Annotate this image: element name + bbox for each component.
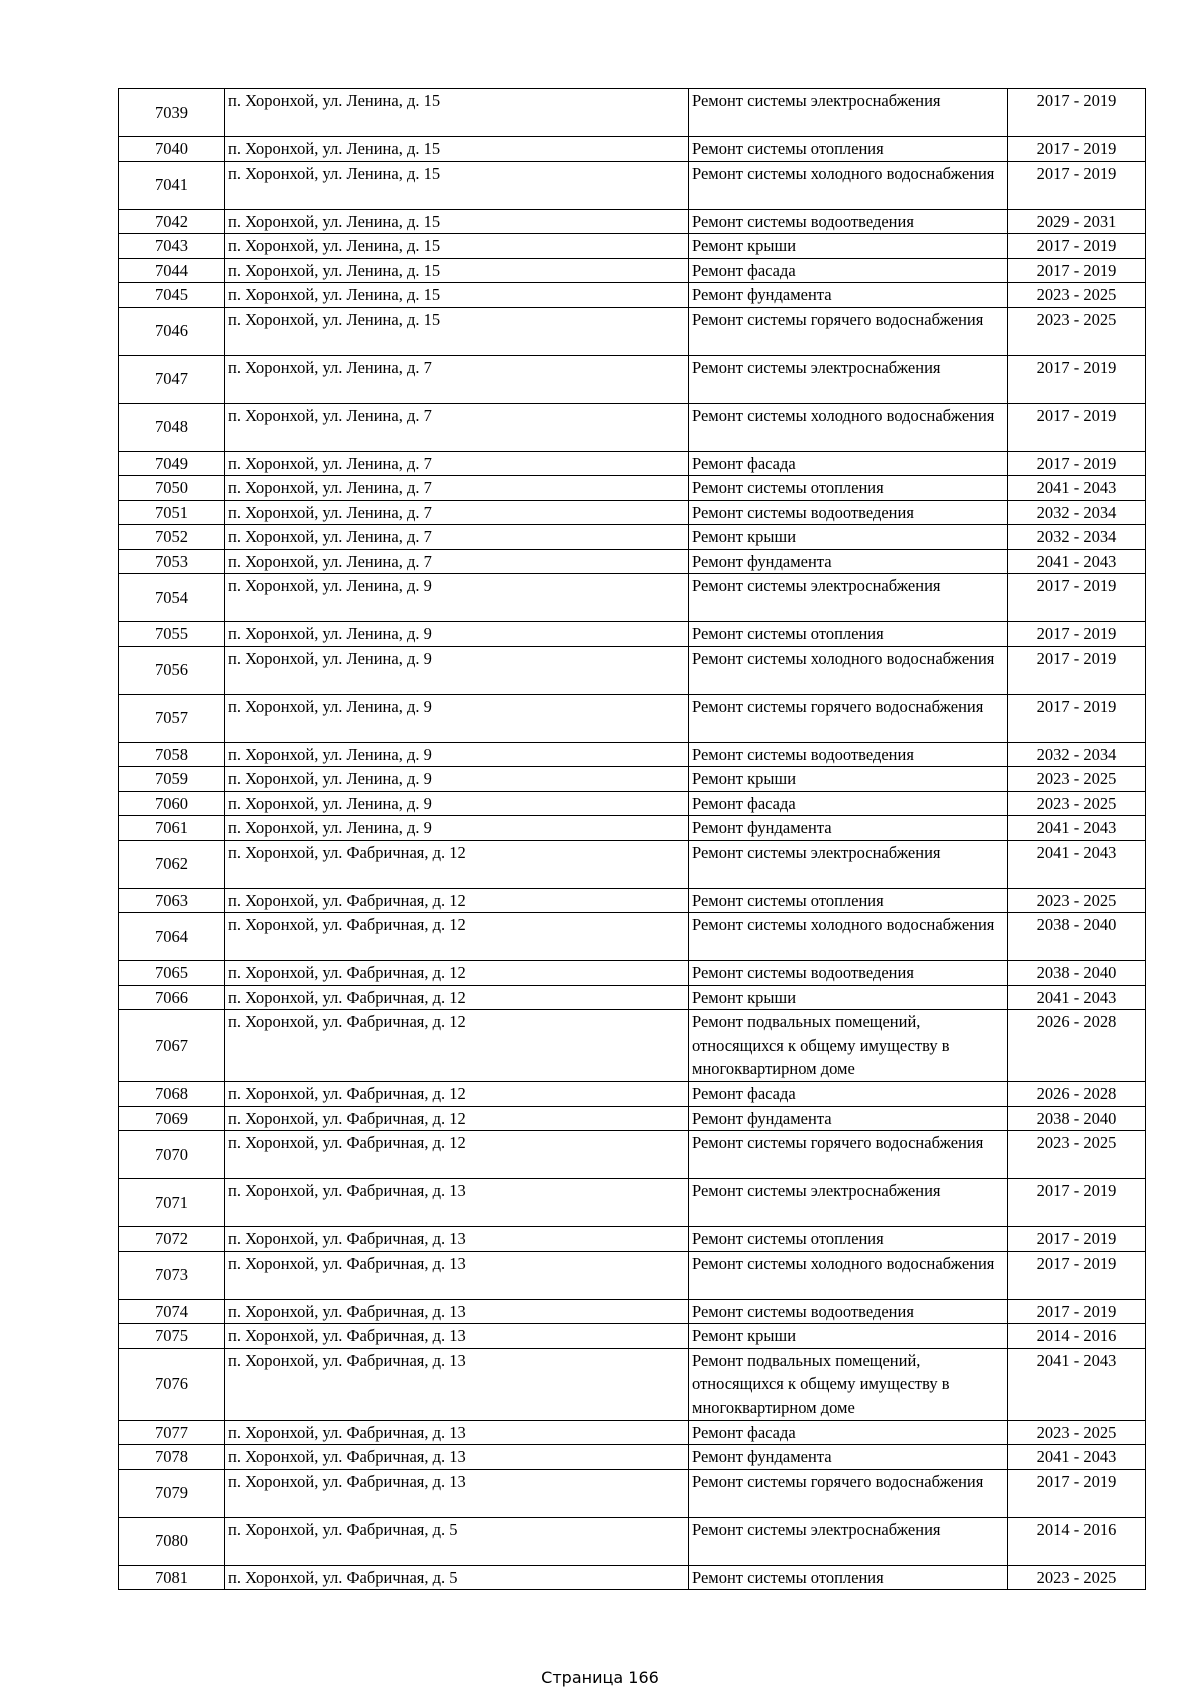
period-cell: 2023 - 2025 <box>1008 791 1146 816</box>
work-type-cell: Ремонт системы холодного водоснабжения <box>689 646 1008 694</box>
address-cell: п. Хоронхой, ул. Ленина, д. 9 <box>225 816 689 841</box>
table-row <box>119 355 1146 403</box>
table-row <box>119 283 1146 308</box>
period-cell: 2032 - 2034 <box>1008 742 1146 767</box>
work-type-cell: Ремонт фасада <box>689 451 1008 476</box>
table-row <box>119 209 1146 234</box>
work-type-cell: Ремонт подвальных помещений, относящихся к общему имуществу в многоквартирном доме <box>689 1348 1008 1420</box>
work-type-cell: Ремонт системы отопления <box>689 137 1008 162</box>
work-type-cell: Ремонт подвальных помещений, относящихся к общему имуществу в многоквартирном доме <box>689 1010 1008 1082</box>
row-number-cell: 7081 <box>119 1565 225 1590</box>
period-cell: 2017 - 2019 <box>1008 1299 1146 1324</box>
address-cell: п. Хоронхой, ул. Ленина, д. 15 <box>225 258 689 283</box>
period-cell: 2017 - 2019 <box>1008 1469 1146 1517</box>
period-cell: 2017 - 2019 <box>1008 161 1146 209</box>
table-row <box>119 646 1146 694</box>
address-cell: п. Хоронхой, ул. Фабричная, д. 12 <box>225 985 689 1010</box>
row-number-cell: 7072 <box>119 1227 225 1252</box>
period-cell: 2017 - 2019 <box>1008 258 1146 283</box>
address-cell: п. Хоронхой, ул. Фабричная, д. 5 <box>225 1517 689 1565</box>
row-number-cell: 7070 <box>119 1131 225 1179</box>
period-cell: 2023 - 2025 <box>1008 1420 1146 1445</box>
period-cell: 2017 - 2019 <box>1008 403 1146 451</box>
table-row <box>119 1227 1146 1252</box>
work-type-cell: Ремонт системы электроснабжения <box>689 840 1008 888</box>
table-row <box>119 888 1146 913</box>
work-type-cell: Ремонт крыши <box>689 234 1008 259</box>
work-type-cell: Ремонт системы холодного водоснабжения <box>689 403 1008 451</box>
table-row <box>119 1445 1146 1470</box>
work-type-cell: Ремонт системы электроснабжения <box>689 1179 1008 1227</box>
work-type-cell: Ремонт фасада <box>689 1420 1008 1445</box>
period-cell: 2029 - 2031 <box>1008 209 1146 234</box>
table-row <box>119 1010 1146 1082</box>
period-cell: 2023 - 2025 <box>1008 888 1146 913</box>
table-row <box>119 451 1146 476</box>
period-cell: 2038 - 2040 <box>1008 913 1146 961</box>
work-type-cell: Ремонт фасада <box>689 258 1008 283</box>
work-type-cell: Ремонт фасада <box>689 1082 1008 1107</box>
table-row <box>119 742 1146 767</box>
row-number-cell: 7054 <box>119 574 225 622</box>
period-cell: 2017 - 2019 <box>1008 355 1146 403</box>
period-cell: 2041 - 2043 <box>1008 476 1146 501</box>
work-type-cell: Ремонт системы электроснабжения <box>689 355 1008 403</box>
address-cell: п. Хоронхой, ул. Фабричная, д. 12 <box>225 1010 689 1082</box>
period-cell: 2023 - 2025 <box>1008 1131 1146 1179</box>
row-number-cell: 7073 <box>119 1251 225 1299</box>
period-cell: 2014 - 2016 <box>1008 1517 1146 1565</box>
address-cell: п. Хоронхой, ул. Ленина, д. 9 <box>225 694 689 742</box>
table-row <box>119 89 1146 137</box>
table-row <box>119 1517 1146 1565</box>
row-number-cell: 7077 <box>119 1420 225 1445</box>
work-type-cell: Ремонт фасада <box>689 791 1008 816</box>
address-cell: п. Хоронхой, ул. Фабричная, д. 12 <box>225 1106 689 1131</box>
work-type-cell: Ремонт крыши <box>689 525 1008 550</box>
period-cell: 2032 - 2034 <box>1008 525 1146 550</box>
table-row <box>119 985 1146 1010</box>
work-type-cell: Ремонт системы водоотведения <box>689 742 1008 767</box>
table-row <box>119 1131 1146 1179</box>
table-row <box>119 1420 1146 1445</box>
row-number-cell: 7053 <box>119 549 225 574</box>
table-row <box>119 840 1146 888</box>
row-number-cell: 7045 <box>119 283 225 308</box>
period-cell: 2041 - 2043 <box>1008 840 1146 888</box>
table-row <box>119 1469 1146 1517</box>
table-row <box>119 767 1146 792</box>
address-cell: п. Хоронхой, ул. Фабричная, д. 13 <box>225 1348 689 1420</box>
row-number-cell: 7043 <box>119 234 225 259</box>
row-number-cell: 7056 <box>119 646 225 694</box>
address-cell: п. Хоронхой, ул. Фабричная, д. 12 <box>225 913 689 961</box>
period-cell: 2017 - 2019 <box>1008 1227 1146 1252</box>
period-cell: 2041 - 2043 <box>1008 816 1146 841</box>
period-cell: 2023 - 2025 <box>1008 283 1146 308</box>
row-number-cell: 7064 <box>119 913 225 961</box>
row-number-cell: 7066 <box>119 985 225 1010</box>
row-number-cell: 7050 <box>119 476 225 501</box>
work-type-cell: Ремонт системы горячего водоснабжения <box>689 307 1008 355</box>
period-cell: 2041 - 2043 <box>1008 549 1146 574</box>
row-number-cell: 7078 <box>119 1445 225 1470</box>
work-type-cell: Ремонт системы электроснабжения <box>689 89 1008 137</box>
table-row <box>119 913 1146 961</box>
row-number-cell: 7051 <box>119 500 225 525</box>
address-cell: п. Хоронхой, ул. Ленина, д. 7 <box>225 403 689 451</box>
row-number-cell: 7069 <box>119 1106 225 1131</box>
address-cell: п. Хоронхой, ул. Фабричная, д. 13 <box>225 1445 689 1470</box>
table-body <box>119 89 1146 1590</box>
address-cell: п. Хоронхой, ул. Ленина, д. 7 <box>225 476 689 501</box>
table-row <box>119 137 1146 162</box>
row-number-cell: 7057 <box>119 694 225 742</box>
row-number-cell: 7048 <box>119 403 225 451</box>
work-type-cell: Ремонт системы водоотведения <box>689 209 1008 234</box>
table-row <box>119 791 1146 816</box>
address-cell: п. Хоронхой, ул. Фабричная, д. 13 <box>225 1179 689 1227</box>
address-cell: п. Хоронхой, ул. Ленина, д. 9 <box>225 646 689 694</box>
work-type-cell: Ремонт системы электроснабжения <box>689 574 1008 622</box>
table-row <box>119 574 1146 622</box>
work-type-cell: Ремонт системы электроснабжения <box>689 1517 1008 1565</box>
address-cell: п. Хоронхой, ул. Фабричная, д. 5 <box>225 1565 689 1590</box>
row-number-cell: 7047 <box>119 355 225 403</box>
address-cell: п. Хоронхой, ул. Ленина, д. 7 <box>225 500 689 525</box>
work-type-cell: Ремонт системы горячего водоснабжения <box>689 1469 1008 1517</box>
address-cell: п. Хоронхой, ул. Ленина, д. 9 <box>225 622 689 647</box>
table-row <box>119 500 1146 525</box>
period-cell: 2023 - 2025 <box>1008 307 1146 355</box>
address-cell: п. Хоронхой, ул. Ленина, д. 15 <box>225 307 689 355</box>
work-type-cell: Ремонт системы горячего водоснабжения <box>689 694 1008 742</box>
table-row <box>119 1324 1146 1349</box>
work-type-cell: Ремонт фундамента <box>689 816 1008 841</box>
row-number-cell: 7068 <box>119 1082 225 1107</box>
period-cell: 2017 - 2019 <box>1008 646 1146 694</box>
table-row <box>119 1565 1146 1590</box>
row-number-cell: 7044 <box>119 258 225 283</box>
period-cell: 2026 - 2028 <box>1008 1010 1146 1082</box>
address-cell: п. Хоронхой, ул. Ленина, д. 9 <box>225 791 689 816</box>
row-number-cell: 7075 <box>119 1324 225 1349</box>
work-type-cell: Ремонт системы горячего водоснабжения <box>689 1131 1008 1179</box>
work-type-cell: Ремонт фундамента <box>689 283 1008 308</box>
row-number-cell: 7062 <box>119 840 225 888</box>
period-cell: 2032 - 2034 <box>1008 500 1146 525</box>
work-type-cell: Ремонт системы отопления <box>689 1565 1008 1590</box>
period-cell: 2038 - 2040 <box>1008 961 1146 986</box>
address-cell: п. Хоронхой, ул. Фабричная, д. 13 <box>225 1420 689 1445</box>
work-type-cell: Ремонт системы водоотведения <box>689 1299 1008 1324</box>
table-row <box>119 258 1146 283</box>
row-number-cell: 7076 <box>119 1348 225 1420</box>
work-type-cell: Ремонт фундамента <box>689 1445 1008 1470</box>
period-cell: 2014 - 2016 <box>1008 1324 1146 1349</box>
address-cell: п. Хоронхой, ул. Ленина, д. 15 <box>225 209 689 234</box>
row-number-cell: 7080 <box>119 1517 225 1565</box>
row-number-cell: 7042 <box>119 209 225 234</box>
table-row <box>119 403 1146 451</box>
period-cell: 2026 - 2028 <box>1008 1082 1146 1107</box>
address-cell: п. Хоронхой, ул. Фабричная, д. 12 <box>225 1082 689 1107</box>
period-cell: 2041 - 2043 <box>1008 985 1146 1010</box>
work-type-cell: Ремонт системы холодного водоснабжения <box>689 161 1008 209</box>
row-number-cell: 7041 <box>119 161 225 209</box>
period-cell: 2017 - 2019 <box>1008 1251 1146 1299</box>
table-row <box>119 525 1146 550</box>
period-cell: 2017 - 2019 <box>1008 1179 1146 1227</box>
table-row <box>119 816 1146 841</box>
table-row <box>119 694 1146 742</box>
table-row <box>119 961 1146 986</box>
period-cell: 2017 - 2019 <box>1008 694 1146 742</box>
address-cell: п. Хоронхой, ул. Ленина, д. 15 <box>225 89 689 137</box>
period-cell: 2017 - 2019 <box>1008 137 1146 162</box>
row-number-cell: 7040 <box>119 137 225 162</box>
address-cell: п. Хоронхой, ул. Фабричная, д. 12 <box>225 961 689 986</box>
address-cell: п. Хоронхой, ул. Ленина, д. 7 <box>225 451 689 476</box>
period-cell: 2017 - 2019 <box>1008 451 1146 476</box>
row-number-cell: 7046 <box>119 307 225 355</box>
period-cell: 2023 - 2025 <box>1008 767 1146 792</box>
work-type-cell: Ремонт системы отопления <box>689 622 1008 647</box>
table-row <box>119 307 1146 355</box>
address-cell: п. Хоронхой, ул. Фабричная, д. 13 <box>225 1469 689 1517</box>
address-cell: п. Хоронхой, ул. Фабричная, д. 13 <box>225 1227 689 1252</box>
work-type-cell: Ремонт системы холодного водоснабжения <box>689 913 1008 961</box>
period-cell: 2041 - 2043 <box>1008 1445 1146 1470</box>
work-type-cell: Ремонт фундамента <box>689 1106 1008 1131</box>
work-type-cell: Ремонт системы отопления <box>689 888 1008 913</box>
table-row <box>119 476 1146 501</box>
table-row <box>119 1251 1146 1299</box>
row-number-cell: 7058 <box>119 742 225 767</box>
period-cell: 2017 - 2019 <box>1008 574 1146 622</box>
row-number-cell: 7052 <box>119 525 225 550</box>
row-number-cell: 7079 <box>119 1469 225 1517</box>
address-cell: п. Хоронхой, ул. Ленина, д. 7 <box>225 525 689 550</box>
table-row <box>119 549 1146 574</box>
work-type-cell: Ремонт системы водоотведения <box>689 961 1008 986</box>
period-cell: 2041 - 2043 <box>1008 1348 1146 1420</box>
row-number-cell: 7061 <box>119 816 225 841</box>
period-cell: 2038 - 2040 <box>1008 1106 1146 1131</box>
work-type-cell: Ремонт фундамента <box>689 549 1008 574</box>
address-cell: п. Хоронхой, ул. Ленина, д. 9 <box>225 742 689 767</box>
repair-schedule-table <box>118 88 1146 1590</box>
work-type-cell: Ремонт крыши <box>689 985 1008 1010</box>
address-cell: п. Хоронхой, ул. Ленина, д. 7 <box>225 355 689 403</box>
address-cell: п. Хоронхой, ул. Фабричная, д. 12 <box>225 888 689 913</box>
period-cell: 2017 - 2019 <box>1008 622 1146 647</box>
period-cell: 2023 - 2025 <box>1008 1565 1146 1590</box>
table-row <box>119 1082 1146 1107</box>
page-number: Страница 166 <box>541 1668 659 1687</box>
address-cell: п. Хоронхой, ул. Фабричная, д. 13 <box>225 1299 689 1324</box>
address-cell: п. Хоронхой, ул. Фабричная, д. 12 <box>225 840 689 888</box>
address-cell: п. Хоронхой, ул. Ленина, д. 9 <box>225 767 689 792</box>
address-cell: п. Хоронхой, ул. Ленина, д. 7 <box>225 549 689 574</box>
table-row <box>119 622 1146 647</box>
address-cell: п. Хоронхой, ул. Фабричная, д. 13 <box>225 1324 689 1349</box>
table-row <box>119 1348 1146 1420</box>
work-type-cell: Ремонт системы отопления <box>689 1227 1008 1252</box>
period-cell: 2017 - 2019 <box>1008 89 1146 137</box>
table-row <box>119 1299 1146 1324</box>
row-number-cell: 7049 <box>119 451 225 476</box>
work-type-cell: Ремонт крыши <box>689 1324 1008 1349</box>
work-type-cell: Ремонт крыши <box>689 767 1008 792</box>
row-number-cell: 7071 <box>119 1179 225 1227</box>
row-number-cell: 7039 <box>119 89 225 137</box>
period-cell: 2017 - 2019 <box>1008 234 1146 259</box>
row-number-cell: 7065 <box>119 961 225 986</box>
row-number-cell: 7067 <box>119 1010 225 1082</box>
table-row <box>119 1106 1146 1131</box>
address-cell: п. Хоронхой, ул. Ленина, д. 9 <box>225 574 689 622</box>
table-row <box>119 161 1146 209</box>
address-cell: п. Хоронхой, ул. Ленина, д. 15 <box>225 234 689 259</box>
address-cell: п. Хоронхой, ул. Ленина, д. 15 <box>225 137 689 162</box>
work-type-cell: Ремонт системы отопления <box>689 476 1008 501</box>
work-type-cell: Ремонт системы водоотведения <box>689 500 1008 525</box>
row-number-cell: 7074 <box>119 1299 225 1324</box>
address-cell: п. Хоронхой, ул. Фабричная, д. 13 <box>225 1251 689 1299</box>
table-row <box>119 1179 1146 1227</box>
row-number-cell: 7060 <box>119 791 225 816</box>
address-cell: п. Хоронхой, ул. Ленина, д. 15 <box>225 283 689 308</box>
address-cell: п. Хоронхой, ул. Ленина, д. 15 <box>225 161 689 209</box>
work-type-cell: Ремонт системы холодного водоснабжения <box>689 1251 1008 1299</box>
table-row <box>119 234 1146 259</box>
address-cell: п. Хоронхой, ул. Фабричная, д. 12 <box>225 1131 689 1179</box>
row-number-cell: 7055 <box>119 622 225 647</box>
row-number-cell: 7059 <box>119 767 225 792</box>
row-number-cell: 7063 <box>119 888 225 913</box>
